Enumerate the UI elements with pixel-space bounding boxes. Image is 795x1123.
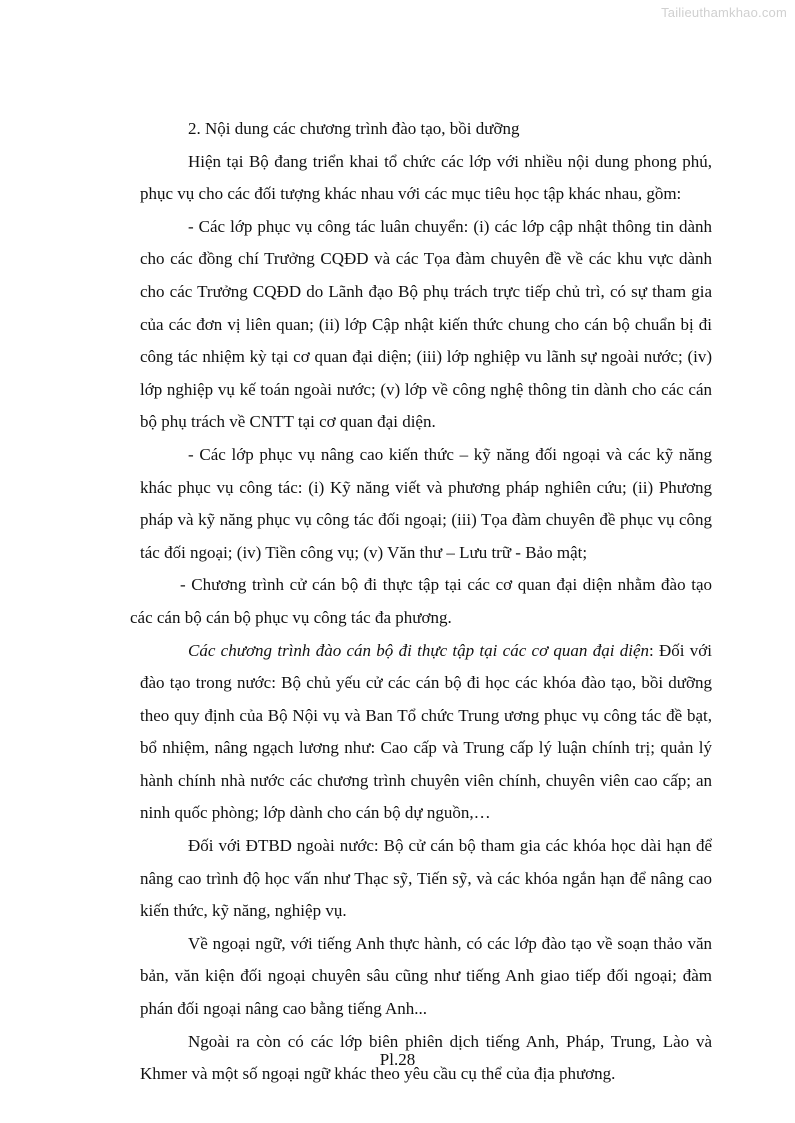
paragraph-domestic-lead: Các chương trình đào cán bộ đi thực tập tại các cơ quan đại diện bbox=[188, 640, 649, 660]
paragraph-abroad: Đối với ĐTBD ngoài nước: Bộ cử cán bộ tham gia các khóa học dài hạn để nâng cao trình độ học vấn như Thạc sỹ, Tiến sỹ, và các khóa ngắn hạn để nâng cao kiến thức, kỹ năng, nghiệp vụ. bbox=[140, 836, 712, 921]
paragraph-interpretation: Ngoài ra còn có các lớp biên phiên dịch tiếng Anh, Pháp, Trung, Lào và Khmer và một số ngoại ngữ khác theo yêu cầu cụ thể của địa phương. bbox=[140, 1031, 712, 1084]
paragraph-intro: Hiện tại Bộ đang triển khai tổ chức các lớp với nhiều nội dung phong phú, phục vụ cho các đối tượng khác nhau với các mục tiêu học tập khác nhau, gồm: bbox=[140, 151, 712, 204]
paragraph-domestic-rest: : Đối với đào tạo trong nước: Bộ chủ yếu cử các cán bộ đi học các khóa đào tạo, bồi dưỡng theo quy định của Bộ Nội vụ và Ban Tổ chức Trung ương phục vụ công tác đề bạt, bổ nhiệm, nâng ngạch lương như: Cao cấp và Trung cấp lý luận chính trị; quản lý hành chính nhà nước các chương trình chuyên viên chính, chuyên viên cao cấp; an ninh quốc phòng; lớp dành cho cán bộ dự nguồn,… bbox=[140, 640, 713, 823]
section-heading: 2. Nội dung các chương trình đào tạo, bồi dưỡng bbox=[188, 119, 520, 138]
paragraph-internship: - Chương trình cử cán bộ đi thực tập tại các cơ quan đại diện nhằm đào tạo các cán bộ cán bộ phục vụ công tác đa phương. bbox=[130, 575, 712, 627]
paragraph-language: Về ngoại ngữ, với tiếng Anh thực hành, có các lớp đào tạo về soạn thảo văn bản, văn kiện đối ngoại chuyên sâu cũng như tiếng Anh giao tiếp đối ngoại; đàm phán đối ngoại nâng cao bằng tiếng Anh... bbox=[140, 933, 712, 1019]
document-body bbox=[130, 113, 713, 1091]
paragraph-rotation: - Các lớp phục vụ công tác luân chuyển: (i) các lớp cập nhật thông tin dành cho các đồng chí Trưởng CQĐD và các Tọa đàm chuyên đề về các khu vực dành cho các Trưởng CQĐD do Lãnh đạo Bộ phụ trách trực tiếp chủ trì, có sự tham gia của các đơn vị liên quan; (ii) lớp Cập nhật kiến thức chung cho cán bộ chuẩn bị đi công tác nhiệm kỳ tại cơ quan đại diện; (iii) lớp nghiệp vu lãnh sự ngoài nước; (iv) lớp nghiệp vụ kế toán ngoài nước; (v) lớp về công nghệ thông tin dành cho các cán bộ phụ trách về CNTT tại cơ quan đại diện. bbox=[140, 216, 712, 432]
paragraph-domestic bbox=[140, 635, 712, 831]
page-number: Pl.28 bbox=[379, 1050, 416, 1069]
paragraph-skills: - Các lớp phục vụ nâng cao kiến thức – kỹ năng đối ngoại và các kỹ năng khác phục vụ công tác: (i) Kỹ năng viết và phương pháp nghiên cứu; (ii) Phương pháp và kỹ năng phục vụ công tác đối ngoại; (iii) Tọa đàm chuyên đề phục vụ công tác đối ngoại; (iv) Tiền công vụ; (v) Văn thư – Lưu trữ - Bảo mật; bbox=[140, 444, 712, 562]
watermark: Tailieuthamkhao.com bbox=[661, 5, 787, 20]
